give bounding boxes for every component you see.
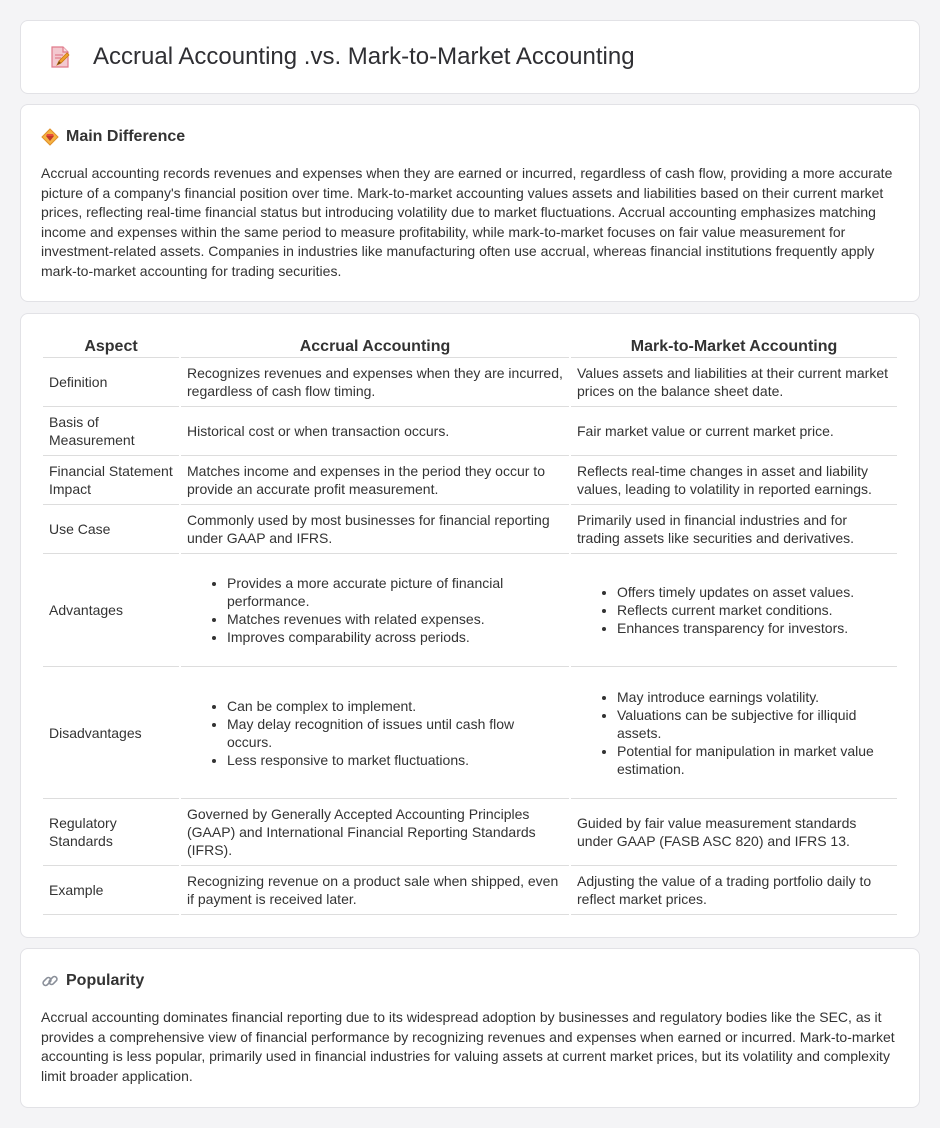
accrual-disadvantages-list — [187, 697, 563, 769]
list-item: • Can be complex to implement. — [227, 697, 563, 715]
cell-accrual: Governed by Generally Accepted Accounting Principles (GAAP) and International Financial Reporting Standards (IFRS). — [181, 799, 569, 866]
document-pencil-icon — [47, 44, 73, 70]
cell-aspect: Regulatory Standards — [43, 799, 179, 866]
header-mtm: Mark-to-Market Accounting — [571, 334, 897, 358]
list-item: • Potential for manipulation in market value estimation. — [617, 742, 891, 778]
cell-mtm: Values assets and liabilities at their current market prices on the balance sheet date. — [571, 358, 897, 407]
cell-mtm — [571, 554, 897, 667]
cell-aspect: Example — [43, 866, 179, 915]
main-difference-header — [41, 128, 185, 146]
list-item: • Provides a more accurate picture of financial performance. — [227, 574, 563, 610]
cell-mtm — [571, 667, 897, 799]
popularity-text: Accrual accounting dominates financial reporting due to its widespread adoption by businesses and regulatory bodies like the SEC, as it provides a comprehensive view of financial performance by recognizing revenues and expenses when earned or incurred. Mark-to-market accounting is less popular, primarily used in financial industries for valuing assets at current market prices, but its volatility and complexity limit broader application. — [41, 1009, 895, 1084]
page-title: Accrual Accounting .vs. Mark-to-Market Accounting — [93, 43, 635, 70]
cell-mtm: Guided by fair value measurement standards under GAAP (FASB ASC 820) and IFRS 13. — [571, 799, 897, 866]
table-header-row — [43, 334, 897, 358]
list-item: • May delay recognition of issues until cash flow occurs. — [227, 715, 563, 751]
cell-mtm: Fair market value or current market price. — [571, 407, 897, 456]
table-row — [43, 456, 897, 505]
cell-aspect: Basis of Measurement — [43, 407, 179, 456]
header-aspect: Aspect — [43, 334, 179, 358]
cell-accrual: Recognizing revenue on a product sale when shipped, even if payment is received later. — [181, 866, 569, 915]
title-card — [20, 20, 920, 94]
popularity-heading: Popularity — [66, 972, 145, 989]
cell-mtm: Adjusting the value of a trading portfolio daily to reflect market prices. — [571, 866, 897, 915]
list-item: • Reflects current market conditions. — [617, 601, 891, 619]
table-row — [43, 505, 897, 554]
main-difference-text: Accrual accounting records revenues and expenses when they are earned or incurred, regardless of cash flow, providing a more accurate picture of a company's financial position over time. Mark-to-market accounting values assets and liabilities based on their current market prices, reflecting real-time financial status but introducing volatility due to market fluctuations. Accrual accounting emphasizes matching income and expenses within the same period to measure profitability, while mark-to-market focuses on fair value measurement for investment-related assets. Companies in industries like manufacturing often use accrual, whereas financial institutions frequently apply mark-to-market accounting for trading securities. — [41, 165, 893, 279]
cell-mtm: Primarily used in financial industries and for trading assets like securities and derivatives. — [571, 505, 897, 554]
list-item: • Enhances transparency for investors. — [617, 619, 891, 637]
cell-aspect: Disadvantages — [43, 667, 179, 799]
cell-aspect: Advantages — [43, 554, 179, 667]
comparison-table-section — [20, 313, 920, 938]
diamond-icon — [41, 128, 59, 146]
accrual-advantages-list — [187, 574, 563, 646]
cell-accrual: Commonly used by most businesses for financial reporting under GAAP and IFRS. — [181, 505, 569, 554]
table-row — [43, 866, 897, 915]
cell-accrual: Recognizes revenues and expenses when they are incurred, regardless of cash flow timing. — [181, 358, 569, 407]
table-row — [43, 667, 897, 799]
header-accrual: Accrual Accounting — [181, 334, 569, 358]
list-item: • Valuations can be subjective for illiquid assets. — [617, 706, 891, 742]
table-row — [43, 407, 897, 456]
table-row — [43, 799, 897, 866]
table-row — [43, 358, 897, 407]
cell-aspect: Financial Statement Impact — [43, 456, 179, 505]
comparison-table — [41, 334, 899, 915]
cell-accrual: Matches income and expenses in the period they occur to provide an accurate profit measurement. — [181, 456, 569, 505]
table-row — [43, 554, 897, 667]
list-item: • Less responsive to market fluctuations. — [227, 751, 563, 769]
link-icon — [41, 972, 59, 990]
cell-accrual — [181, 667, 569, 799]
cell-aspect: Use Case — [43, 505, 179, 554]
popularity-header — [41, 972, 144, 990]
popularity-section — [20, 948, 920, 1108]
mtm-disadvantages-list — [577, 688, 891, 778]
list-item: • Offers timely updates on asset values. — [617, 583, 891, 601]
list-item: • Improves comparability across periods. — [227, 628, 563, 646]
cell-aspect: Definition — [43, 358, 179, 407]
main-difference-heading: Main Difference — [66, 128, 186, 145]
cell-mtm: Reflects real-time changes in asset and liability values, leading to volatility in reported earnings. — [571, 456, 897, 505]
cell-accrual: Historical cost or when transaction occurs. — [181, 407, 569, 456]
cell-accrual — [181, 554, 569, 667]
list-item: • Matches revenues with related expenses. — [227, 610, 563, 628]
main-difference-section — [20, 104, 920, 302]
mtm-advantages-list — [577, 583, 891, 637]
list-item: • May introduce earnings volatility. — [617, 688, 891, 706]
